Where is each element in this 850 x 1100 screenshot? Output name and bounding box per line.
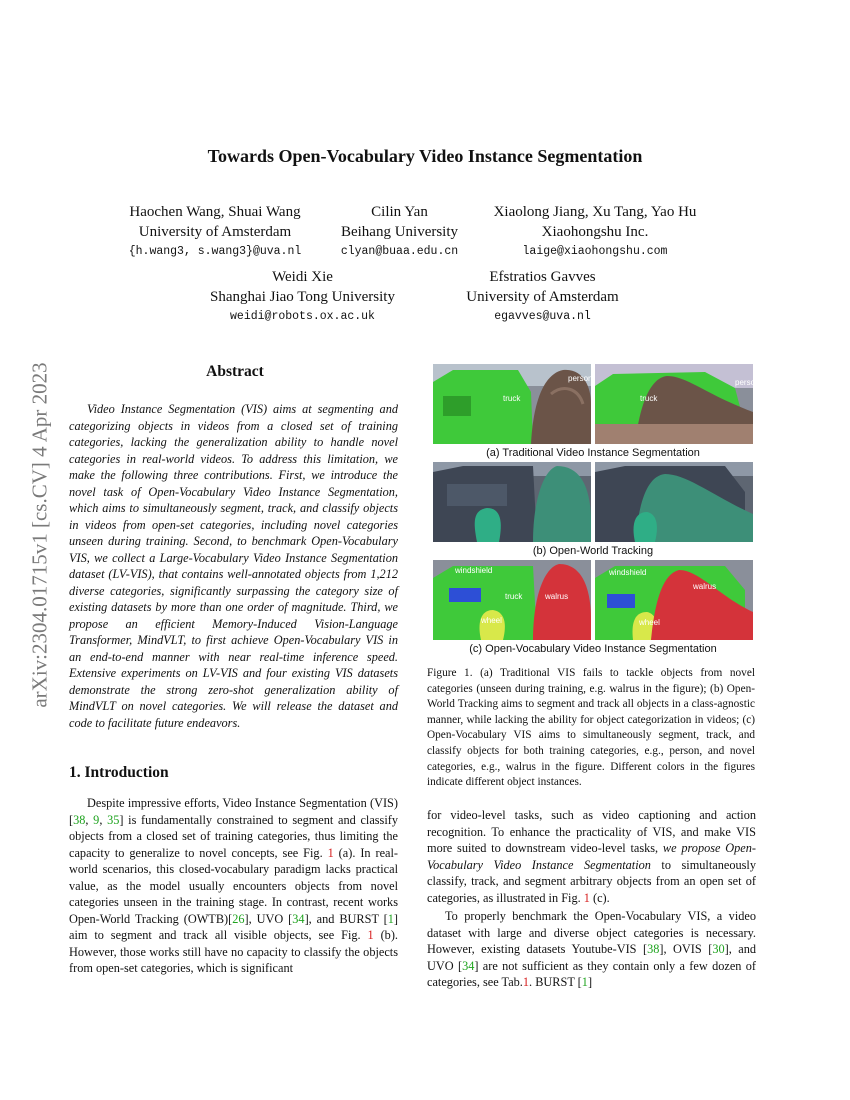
- mask-label: walrus: [545, 592, 569, 601]
- mask-label: truck: [640, 394, 658, 403]
- mask-label: windshield: [455, 566, 493, 575]
- author-names: Efstratios Gavves: [489, 269, 596, 285]
- mask-label: windshield: [609, 568, 647, 577]
- author-affiliation: University of Amsterdam: [466, 289, 619, 305]
- author-email[interactable]: egavves@uva.nl: [494, 310, 591, 323]
- section-heading-introduction: 1. Introduction: [69, 764, 169, 781]
- author-block-4: [190, 267, 415, 327]
- figure-panel-b-frame-2: [595, 462, 753, 542]
- author-email[interactable]: clyan@buaa.edu.cn: [340, 245, 459, 258]
- intro-paragraph-1: Despite impressive efforts, Video Instance Segmentation (VIS) [38, 9, 35] is fundamentally constrained to segment and classify objects from a closed set of training categories, thus limiting the capacity to generalize to novel concepts, see Fig. 1 (a). In real-world scenarios, this closed-vocabulary paradigm lacks practical value, as the model usually encounters objects from novel categories unseen in the training stage. In contrast, recent works Open-World Tracking (OWTB)[26], UVO [34], and BURST [1] aim to segment and track all visible objects, see Fig. 1 (b). However, those works still have no capacity to classify the objects from open-set categories, which is significant: [69, 796, 399, 975]
- citation-link[interactable]: 1: [581, 975, 588, 989]
- mask-label: person: [735, 378, 760, 387]
- citation-link[interactable]: 34: [462, 958, 475, 973]
- author-block-5: [440, 267, 645, 327]
- citation-link[interactable]: 38: [647, 942, 660, 956]
- mask-label: wheel: [481, 616, 502, 625]
- author-affiliation: Beihang University: [340, 224, 459, 240]
- paper-title: Towards Open-Vocabulary Video Instance Segmentation: [207, 146, 643, 166]
- figure-1-caption: Figure 1. (a) Traditional VIS fails to tackle objects from novel categories (unseen during training, e.g. walrus in the figure); (b) Open-World Tracking aims to segment and track all objects in a class-agnostic manner, while lacking the ability for object categorization in videos; (c) Open-Vocabulary VIS aims to simultaneously segment, track, and classify objects for both training categories, e.g., person, and novel categories, e.g., walrus in the figure. Different colors in the figures indicate different object instances.: [427, 667, 755, 789]
- citation-link[interactable]: 35: [107, 812, 120, 827]
- arxiv-id: arXiv:2304.01715v1 [cs.CV] 4 Apr 2023: [27, 362, 52, 708]
- author-email[interactable]: laige@xiaohongshu.com: [522, 245, 668, 258]
- author-affiliation: Xiaohongshu Inc.: [541, 224, 649, 240]
- figure-link[interactable]: 1: [367, 928, 374, 942]
- figure-panel-c-frame-2: [595, 560, 753, 640]
- figure-panel-c-frame-1: [433, 560, 591, 640]
- figure-link[interactable]: 1: [583, 890, 590, 905]
- citation-link[interactable]: 26: [232, 911, 245, 926]
- citation-link[interactable]: 38: [73, 812, 86, 827]
- figure-subcaption-a: (a) Traditional Video Instance Segmentation: [486, 447, 700, 459]
- abstract-text: Video Instance Segmentation (VIS) aims at segmenting and categorizing objects in videos from a closed set of training categories, lacking the generalization ability to handle novel categories in real-world videos. To address this limitation, we make the following three contributions. First, we introduce the novel task of Open-Vocabulary Video Instance Segmentation, which aims to simultaneously segment, track, and classify objects in videos from open-set categories, including novel categories unseen during training. Second, to benchmark Open-Vocabulary VIS, we collect a Large-Vocabulary Video Instance Segmentation dataset (LV-VIS), that contains well-annotated objects from 1,212 diverse categories, significantly surpassing the category size of existing datasets by more than one order of magnitude. Third, we propose an efficient Memory-Induced Vision-Language Transformer, MindVLT, to first achieve Open-Vocabulary VIS in an end-to-end manner with near real-time inference speed. Extensive experiments on LV-VIS and four existing VIS datasets demonstrate the strong zero-shot generalization ability of MindVLT on novel categories. We will release the dataset and code to facilitate future endeavors.: [69, 402, 398, 730]
- author-block-1: [110, 202, 320, 262]
- intro-paragraph-3: To properly benchmark the Open-Vocabulary VIS, a video dataset with large and diverse object categories is necessary. However, existing datasets Youtube-VIS [38], OVIS [30], and UVO [34] are not sufficient as they contain only a few dozen of categories, see Tab.1. BURST [1]: [427, 909, 757, 989]
- mask-label: wheel: [639, 618, 660, 627]
- author-names: Xiaolong Jiang, Xu Tang, Yao Hu: [493, 204, 697, 220]
- author-block-2: [322, 202, 477, 262]
- citation-link[interactable]: 30: [712, 942, 725, 956]
- citation-link[interactable]: 9: [93, 812, 100, 827]
- figure-image: [595, 364, 753, 444]
- author-names: Haochen Wang, Shuai Wang: [129, 204, 301, 220]
- mask-label: walrus: [693, 582, 717, 591]
- author-email[interactable]: {h.wang3, s.wang3}@uva.nl: [128, 245, 302, 258]
- author-affiliation: Shanghai Jiao Tong University: [210, 289, 395, 305]
- figure-image: [595, 462, 753, 542]
- figure-panel-a-frame-1: [433, 364, 591, 444]
- intro-paragraph-2: for video-level tasks, such as video captioning and action recognition. To enhance the practicality of VIS, and make VIS more suited to downstream video-level tasks, we propose Open-Vocabulary Video Instance Segmentation to simultaneously classify, track, and segment arbitrary objects from an open set of categories, as illustrated in Fig. 1 (c).: [427, 808, 756, 905]
- citation-link[interactable]: 1: [387, 911, 394, 926]
- abstract-heading: Abstract: [206, 363, 264, 380]
- figure-1: [433, 364, 760, 657]
- author-email[interactable]: weidi@robots.ox.ac.uk: [230, 310, 375, 323]
- citation-link[interactable]: 34: [292, 911, 305, 926]
- mask-label: truck: [503, 394, 521, 403]
- figure-panel-b-frame-1: [433, 462, 591, 542]
- table-link[interactable]: 1: [522, 975, 530, 989]
- figure-subcaption-b: (b) Open-World Tracking: [532, 545, 654, 557]
- arxiv-sidebar: [18, 300, 62, 770]
- figure-image: [433, 462, 591, 542]
- author-names: Cilin Yan: [371, 204, 428, 220]
- mask-label: truck: [505, 592, 523, 601]
- mask-label: person: [568, 374, 593, 383]
- figure-panel-a-frame-2: [595, 364, 760, 444]
- figure-subcaption-c: (c) Open-Vocabulary Video Instance Segmentation: [469, 643, 717, 655]
- figure-link[interactable]: 1: [327, 845, 334, 860]
- author-names: Weidi Xie: [272, 269, 333, 285]
- author-affiliation: University of Amsterdam: [138, 224, 292, 240]
- author-block-3: [475, 202, 715, 262]
